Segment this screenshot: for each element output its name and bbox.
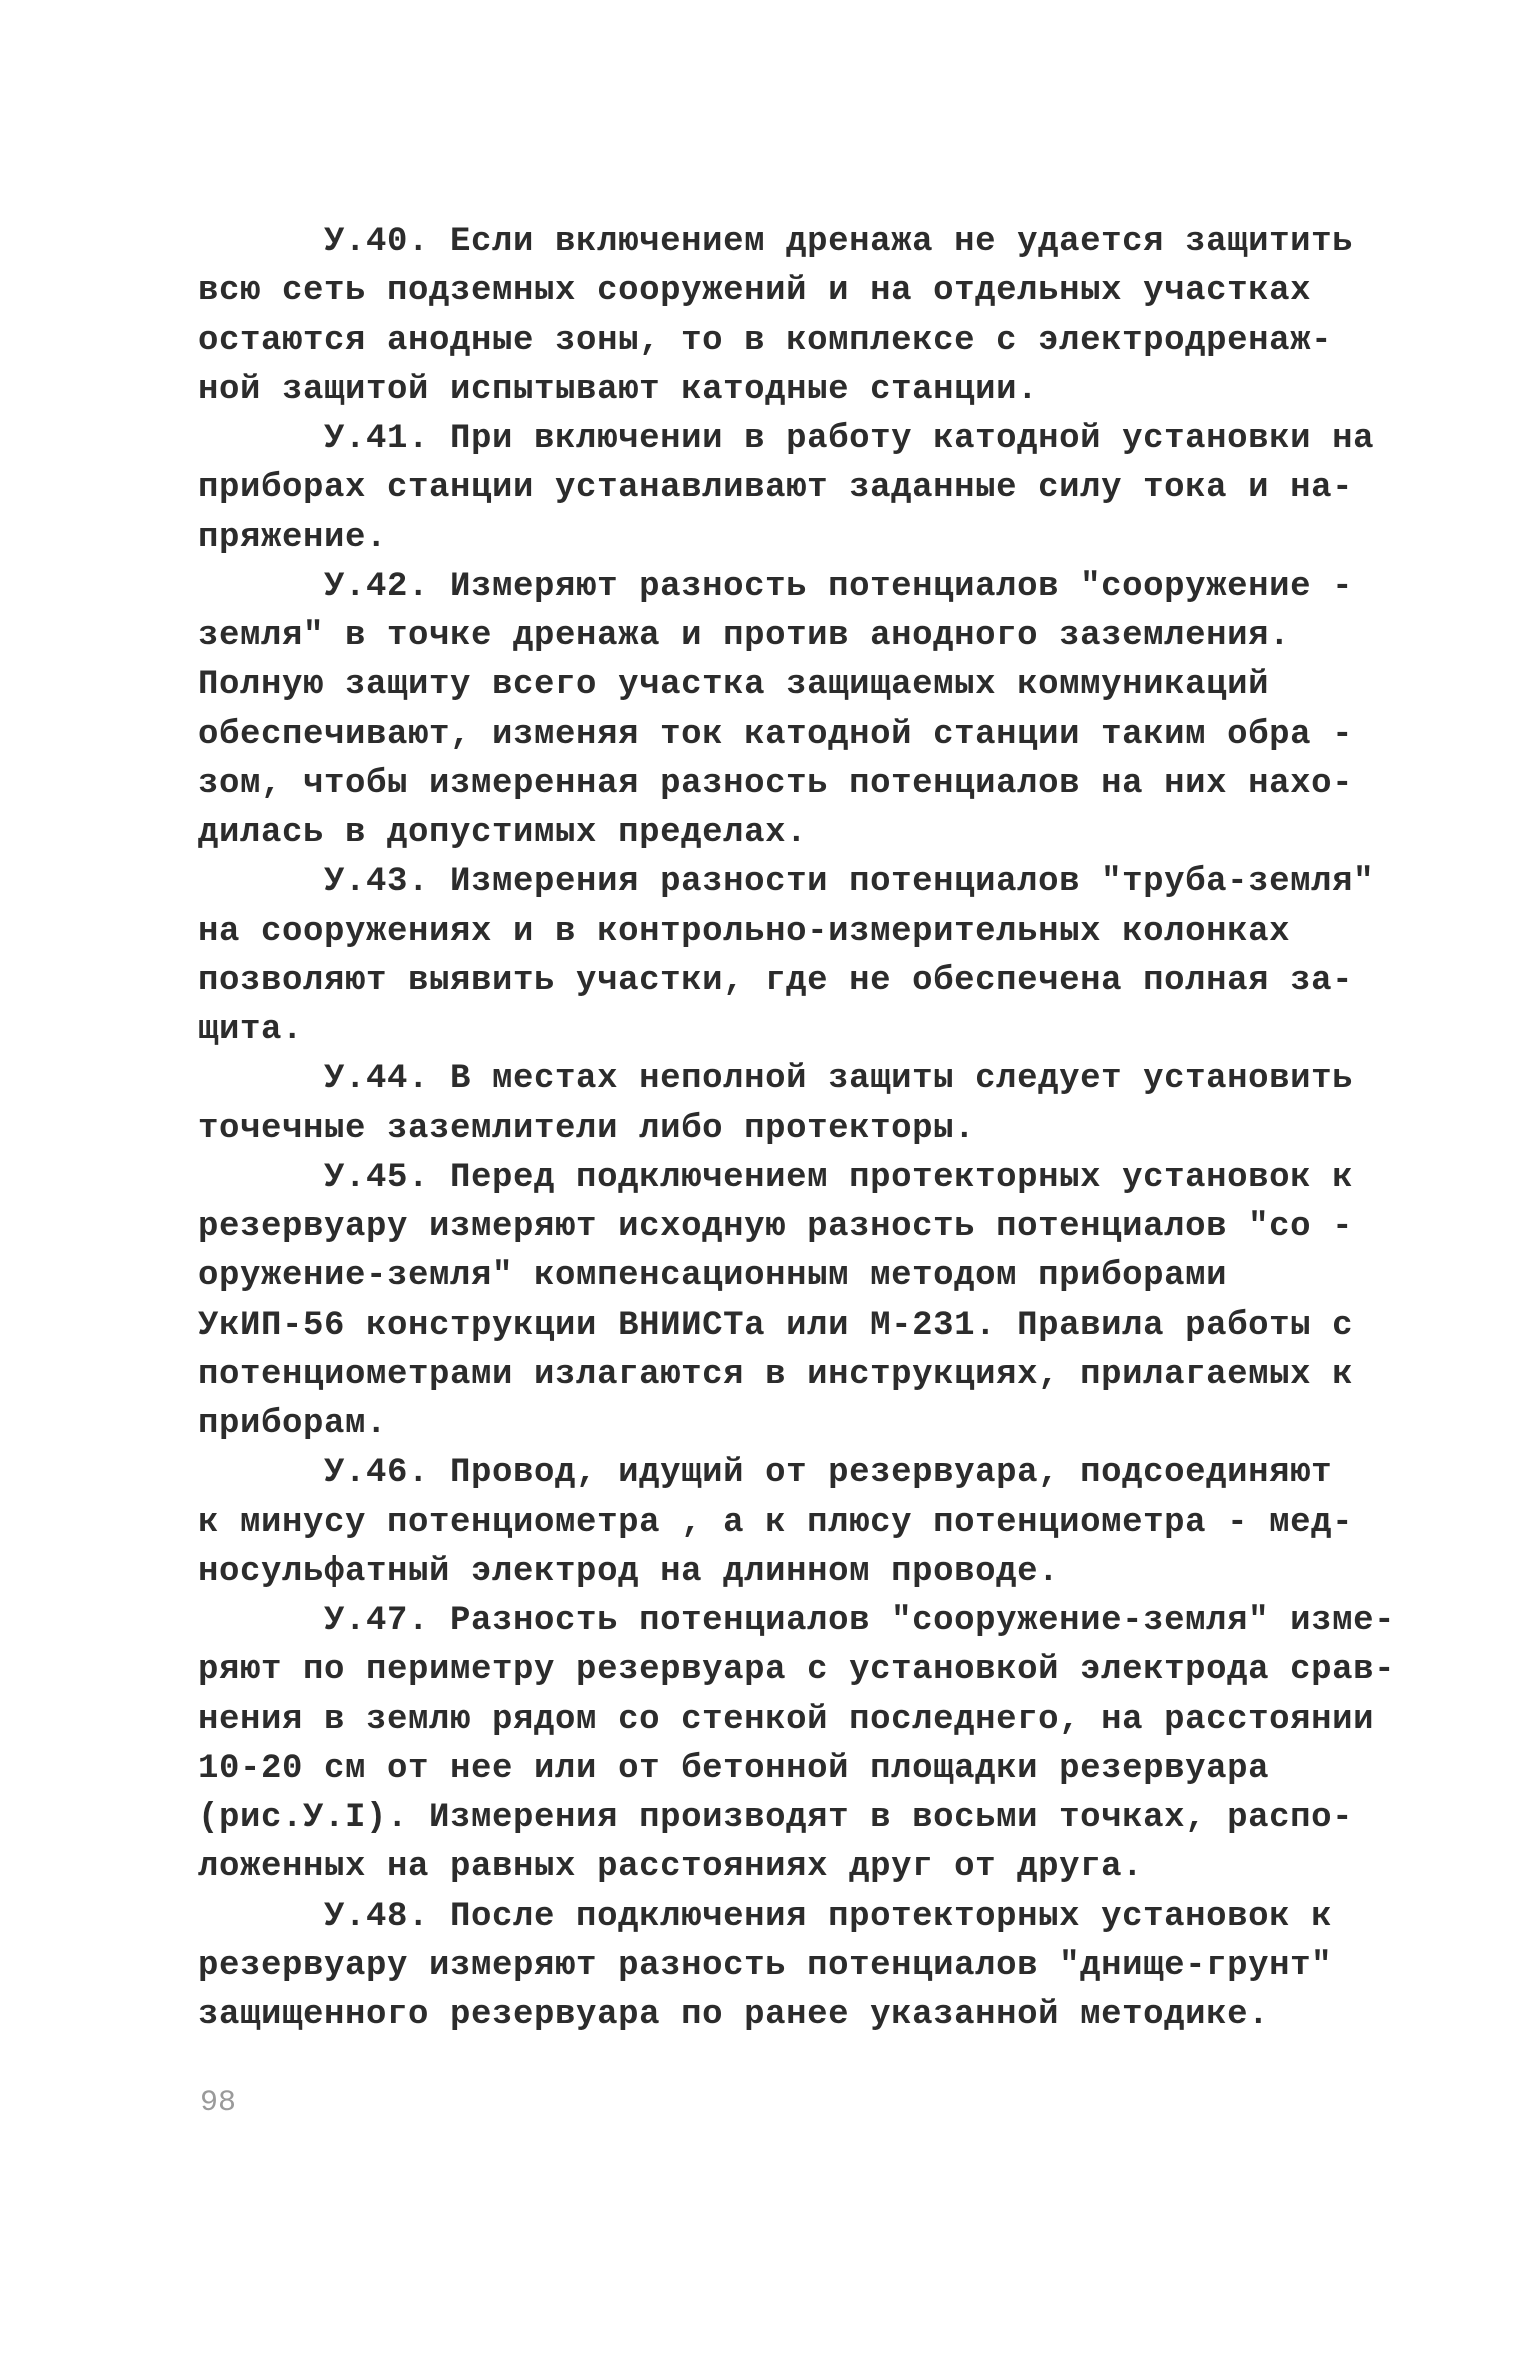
text-line: ряют по периметру резервуара с установкой электрода срав- — [198, 1651, 1396, 1690]
text-line: Полную защиту всего участка защищаемых коммуникаций — [198, 666, 1270, 705]
text-line: всю сеть подземных сооружений и на отдельных участках — [198, 272, 1312, 311]
text-line: У.42. Измеряют разность потенциалов "сооружение - — [198, 567, 1354, 606]
text-line: У.41. При включении в работу катодной установки на — [198, 420, 1375, 458]
text-line: (рис.У.I). Измерения производят в восьми точках, распо- — [198, 1799, 1354, 1837]
text-line: приборам. — [198, 1405, 388, 1443]
text-line: к минусу потенциометра , а к плюсу потенциометра - мед- — [198, 1503, 1354, 1542]
text-line: приборах станции устанавливают заданные силу тока и на- — [198, 469, 1354, 508]
text-line: У.43. Измерения разности потенциалов "труба-земля" — [198, 863, 1375, 902]
text-line: оружение-земля" компенсационным методом приборами — [198, 1257, 1228, 1296]
text-line: дилась в допустимых пределах. — [198, 814, 808, 852]
text-line: У.47. Разность потенциалов "сооружение-земля" изме- — [198, 1602, 1396, 1640]
text-line: носульфатный электрод на длинном проводе. — [198, 1552, 1060, 1591]
text-line: точечные заземлители либо протекторы. — [198, 1109, 976, 1148]
text-line: У.44. В местах неполной защиты следует установить — [198, 1060, 1354, 1099]
text-line: У.40. Если включением дренажа не удается защитить — [198, 223, 1354, 261]
text-line: нения в землю рядом со стенкой последнего, на расстоянии — [198, 1700, 1375, 1739]
text-line: щита. — [198, 1011, 304, 1049]
text-line: У.46. Провод, идущий от резервуара, подсоединяют — [198, 1454, 1333, 1493]
text-line: защищенного резервуара по ранее указанной методике. — [198, 1996, 1270, 2034]
text-line: УкИП-56 конструкции ВНИИСТа или М-231. Правила работы с — [198, 1306, 1354, 1345]
page-number: 98 — [200, 2086, 237, 2120]
text-line: У.48. После подключения протекторных установок к — [198, 1897, 1333, 1936]
text-line: резервуару измеряют исходную разность потенциалов "со - — [198, 1208, 1354, 1246]
text-line: на сооружениях и в контрольно-измерительных колонках — [198, 912, 1291, 951]
body-text — [198, 218, 1396, 2040]
text-line: резервуару измеряют разность потенциалов "днище-грунт" — [198, 1946, 1333, 1985]
text-line: земля" в точке дренажа и против анодного заземления. — [198, 617, 1291, 655]
text-line: У.45. Перед подключением протекторных установок к — [198, 1158, 1354, 1197]
text-line: зом, чтобы измеренная разность потенциалов на них нахо- — [198, 764, 1354, 803]
text-line: ной защитой испытывают катодные станции. — [198, 370, 1039, 409]
text-line: обеспечивают, изменяя ток катодной станции таким обра - — [198, 715, 1354, 754]
text-line: пряжение. — [198, 518, 388, 557]
text-line: остаются анодные зоны, то в комплексе с электродренаж- — [198, 321, 1333, 360]
text-line: позволяют выявить участки, где не обеспечена полная за- — [198, 961, 1354, 1000]
text-line: 10-20 см от нее или от бетонной площадки резервуара — [198, 1749, 1270, 1788]
text-line: ложенных на равных расстояниях друг от друга. — [198, 1848, 1144, 1887]
text-line: потенциометрами излагаются в инструкциях, прилагаемых к — [198, 1355, 1354, 1394]
